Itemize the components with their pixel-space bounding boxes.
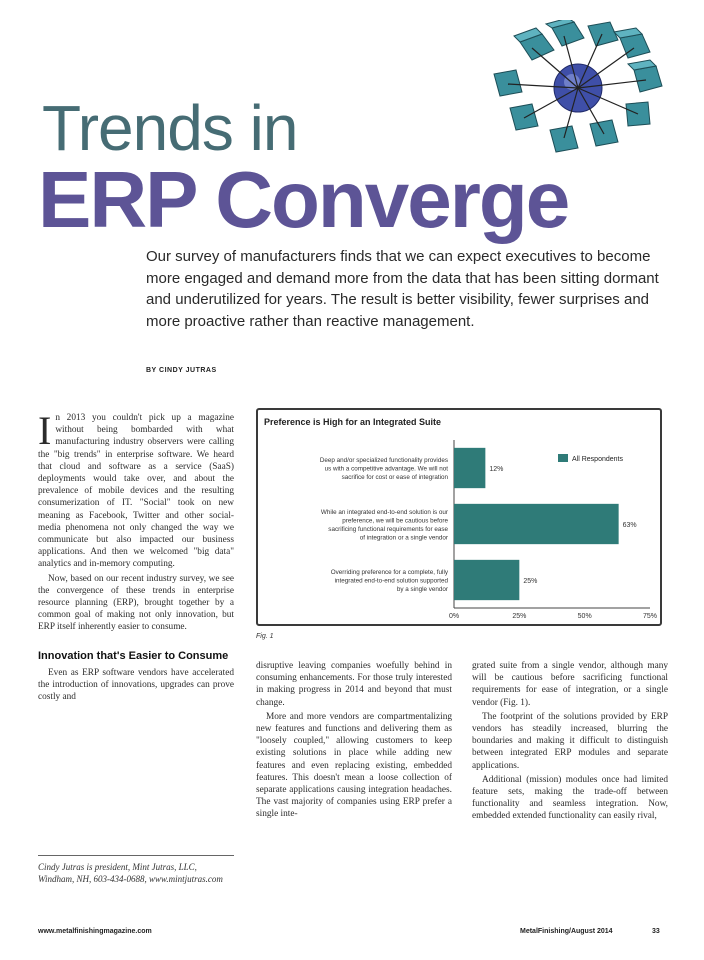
category-label-line: us with a competitive advantage. We will not [324, 465, 448, 473]
paragraph-text: n 2013 you couldn't pick up a magazine without being bombarded with what manufacturing industry observers were calling the "big trends" in enterprise software. We heard that cloud and software as a service (SaaS) deployments would take over, and about the prevalence of mobile devices and the resulting consumerization of IT. "Social" took on new meaning as Facebook, Twitter and other social-media phenomena not only changed the way we communicate but also impacted our business applications. And then we welcomed "big data" analytics and in-memory computing. [38, 413, 234, 570]
paragraph: disruptive leaving companies woefully behind in consuming enhancements. For those truly interested in making progress in 2014 and beyond that must change. [256, 661, 452, 708]
drop-cap: I [38, 408, 52, 453]
headline-line-2: ERP Converge [38, 155, 569, 244]
footer-url: www.metalfinishingmagazine.com [38, 928, 152, 935]
byline: BY CINDY JUTRAS [146, 367, 217, 374]
category-label-line: integrated end-to-end solution supported [334, 577, 448, 585]
bar [454, 560, 519, 600]
paragraph: Now, based on our recent industry survey, we see the convergence of these trends in enterprise resource planning (ERP), brought together by a common goal of making not only innovation, but ERP itself inherently easier to consume. [38, 573, 234, 633]
category-label [331, 569, 449, 593]
legend-swatch [558, 454, 568, 462]
paragraph [38, 408, 234, 571]
paragraph: The footprint of the solutions provided by ERP vendors has steadily increased, blurring the boundaries and making it difficult to distinguish between integrated ERP modules and separate applications. [472, 711, 668, 771]
bar-chart [258, 410, 660, 624]
x-tick-label: 50% [577, 613, 592, 620]
legend-label: All Respondents [572, 456, 623, 463]
footer-issue: MetalFinishing/August 2014 [520, 928, 613, 935]
paragraph: grated suite from a single vendor, although many will be cautious before sacrificing functional requirements for ease of integration, or a single vendor (Fig. 1). [472, 661, 668, 708]
bar-value-label: 63% [622, 522, 637, 529]
headline-line-1: Trends in [42, 92, 298, 164]
figure-label: Fig. 1 [256, 633, 274, 640]
category-label-line: While an integrated end-to-end solution is our [320, 508, 448, 516]
chart-title: Preference is High for an Integrated Suite [264, 417, 442, 427]
category-label-line: by a single vendor [396, 586, 448, 593]
chart-frame [256, 408, 662, 626]
page-number: 33 [652, 928, 660, 935]
bar [454, 504, 619, 544]
article-column-1 [38, 408, 234, 705]
category-label-line: sacrifice for cost or ease of integration [341, 474, 448, 481]
bar-value-label: 12% [489, 466, 504, 473]
article-deck: Our survey of manufacturers finds that we can expect executives to become more engaged and demand more from the data that has been sitting dormant and underutilized for years. The result is better visibility, fewer surprises and more proactive rather than reactive management. [146, 248, 659, 330]
plot-area [320, 440, 657, 620]
paragraph: More and more vendors are compartmentalizing new features and functions and delivering them as "loosely coupled," allowing customers to keep existing solutions in place while adding new features and even replacing existing, embedded features. This doesn't mean a loose collection of separate applications causing integration headaches. The vast majority of companies using ERP prefer a single inte- [256, 711, 452, 820]
author-bio: Cindy Jutras is president, Mint Jutras, LLC, Windham, NH, 603-434-0688, www.mintjutras.com [38, 855, 234, 885]
category-label-line: Overriding preference for a complete, fully [330, 569, 448, 576]
article-column-3 [472, 660, 668, 825]
category-label-line: sacrificing functional requirements for ease [328, 525, 448, 533]
category-label [321, 509, 449, 542]
article-column-2 [256, 660, 452, 823]
category-label-line: Deep and/or specialized functionality provides [319, 457, 448, 464]
category-label [320, 457, 449, 481]
chart-legend [558, 454, 623, 463]
x-tick-label: 0% [448, 613, 460, 620]
paragraph: Additional (mission) modules once had limited feature sets, making the trade-off between functionality and seamless integration. Now, embedded extended functionality can easily rival, [472, 774, 668, 822]
category-label-line: of integration or a single vendor [359, 534, 448, 542]
category-label-line: preference, we will be cautious before [342, 517, 448, 525]
x-tick-label: 75% [642, 613, 658, 620]
x-tick-label: 25% [512, 613, 527, 620]
section-subhead: Innovation that's Easier to Consume [38, 649, 229, 662]
bar [454, 448, 485, 488]
cube-globe-illustration [480, 20, 680, 170]
paragraph: Even as ERP software vendors have accelerated the introduction of innovations, upgrades can prove costly and [38, 667, 234, 703]
bar-value-label: 25% [523, 578, 538, 585]
